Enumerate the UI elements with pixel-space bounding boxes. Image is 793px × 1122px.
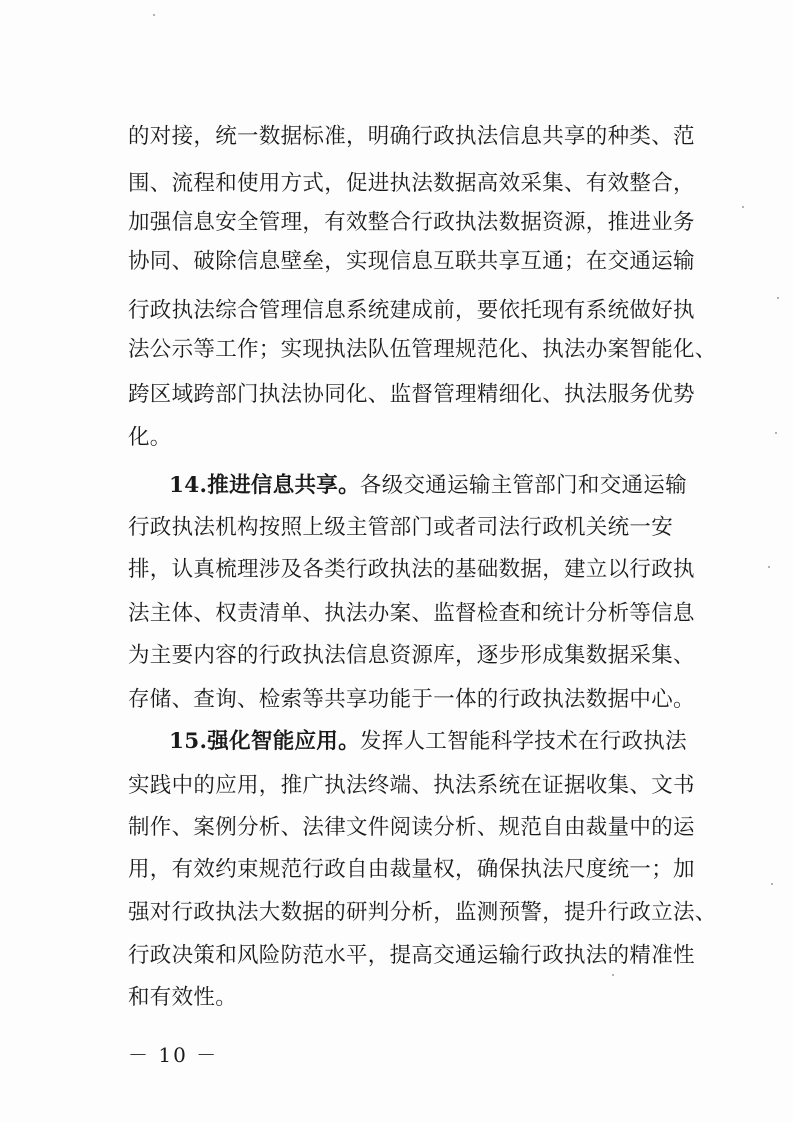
text-line: 实践中的应用，推广执法终端、执法系统在证据收集、文书	[128, 773, 695, 798]
item-heading: 14.推进信息共享。	[169, 473, 360, 498]
scan-speck	[771, 883, 773, 885]
text-line: 协同、破除信息壁垒，实现信息互联共享互通；在交通运输	[128, 249, 695, 274]
text-line: 强对行政执法大数据的研判分析，监测预警，提升行政立法、	[128, 900, 717, 925]
scan-speck	[768, 566, 770, 568]
text-line: 行政执法机构按照上级主管部门或者司法行政机关统一安	[128, 515, 674, 540]
text-line: 加强信息安全管理，有效整合行政执法数据资源，推进业务	[128, 210, 695, 235]
paragraph-first-line	[169, 466, 687, 506]
scan-speck	[153, 14, 155, 16]
text-line: 用，有效约束规范行政自由裁量权，确保执法尺度统一；加	[128, 857, 695, 882]
item-heading: 15.强化智能应用。	[169, 729, 360, 754]
scan-speck	[775, 432, 777, 434]
text-line: 的对接，统一数据标准，明确行政执法信息共享的种类、范	[128, 124, 695, 149]
text-line: 行政决策和风险防范水平，提高交通运输行政执法的精准性	[128, 943, 695, 968]
text-line: 存储、查询、检索等共享功能于一体的行政执法数据中心。	[128, 687, 695, 712]
text-line: 为主要内容的行政执法信息资源库，逐步形成集数据采集、	[128, 643, 695, 668]
paragraph-first-line	[169, 722, 687, 762]
text-line: 法公示等工作；实现执法队伍管理规范化、执法办案智能化、	[128, 337, 717, 362]
page-number: － 10 －	[128, 1043, 219, 1067]
text-run: 各级交通运输主管部门和交通运输	[359, 473, 687, 498]
text-line: 和有效性。	[128, 985, 238, 1010]
text-line: 排，认真梳理涉及各类行政执法的基础数据，建立以行政执	[128, 557, 695, 582]
text-line: 跨区域跨部门执法协同化、监督管理精细化、执法服务优势	[128, 382, 695, 407]
scan-speck	[742, 206, 744, 208]
scan-speck	[777, 297, 779, 299]
text-line: 制作、案例分析、法律文件阅读分析、规范自由裁量中的运	[128, 815, 695, 840]
text-run: 发挥人工智能科学技术在行政执法	[359, 729, 687, 754]
text-line: 围、流程和使用方式，促进执法数据高效采集、有效整合，	[128, 171, 695, 196]
text-line: 化。	[128, 425, 172, 450]
scan-speck	[612, 974, 614, 976]
text-line: 法主体、权责清单、执法办案、监督检查和统计分析等信息	[128, 601, 695, 626]
text-line: 行政执法综合管理信息系统建成前，要依托现有系统做好执	[128, 298, 695, 323]
